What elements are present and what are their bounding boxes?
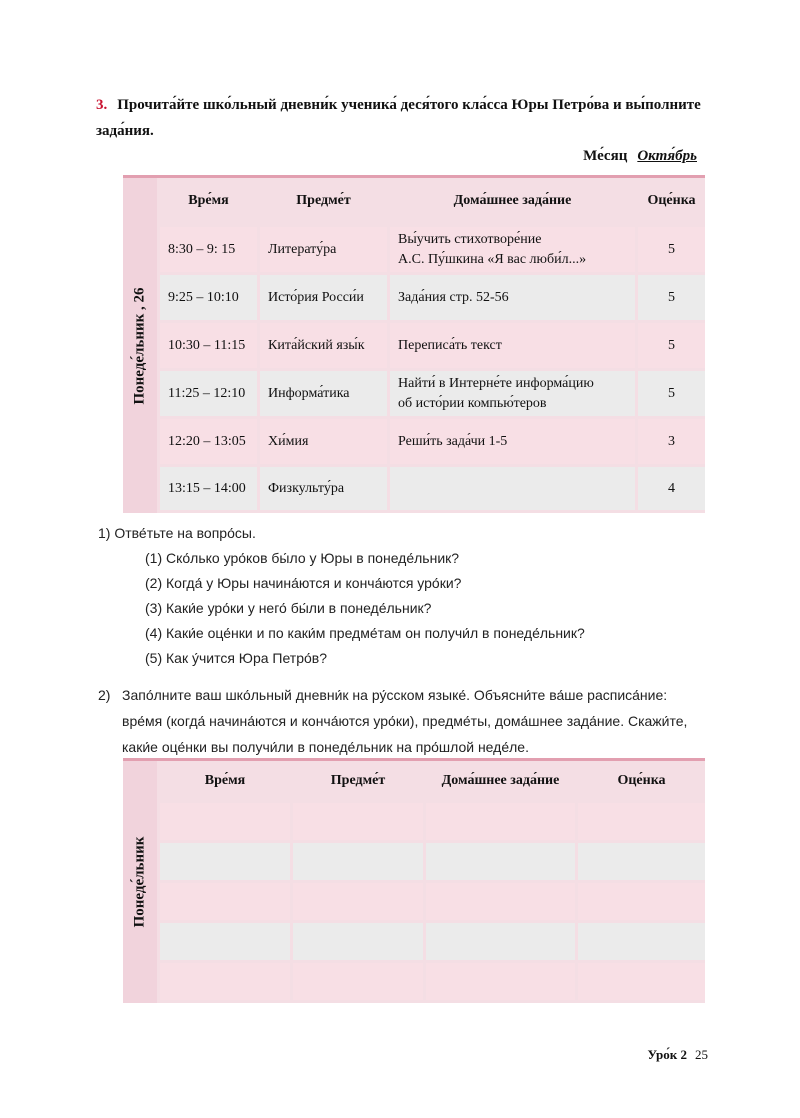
diary-table xyxy=(123,175,705,513)
blank-cell[interactable] xyxy=(578,883,705,920)
table-row-grade: 4 xyxy=(638,467,705,510)
homework-line: об исто́рии компью́теров xyxy=(398,395,547,411)
question-item: (5) Как у́чится Юра Петро́в? xyxy=(145,650,327,666)
table-row-time: 13:15 – 14:00 xyxy=(160,467,257,510)
homework-line: Вы́учить стихотворе́ние xyxy=(398,231,542,247)
blank-cell[interactable] xyxy=(578,923,705,960)
blank-cell[interactable] xyxy=(426,843,575,880)
part2-number: 2) xyxy=(98,687,111,703)
blank-cell[interactable] xyxy=(426,963,575,1000)
table-row-subject: Кита́йский язы́к xyxy=(260,323,387,368)
question-item: (2) Когда́ у Юры начина́ются и конча́ются уро́ки? xyxy=(145,575,462,591)
question-item: (3) Каки́е уро́ки у него́ бы́ли в понеде́льник? xyxy=(145,600,432,616)
header-homework: Дома́шнее зада́ние xyxy=(453,193,572,208)
homework-line: Найти́ в Интерне́те информа́цию xyxy=(398,375,594,391)
blank-day-label: Понеде́льник xyxy=(131,836,148,928)
blank-day-column xyxy=(123,761,157,1003)
blank-cell[interactable] xyxy=(160,843,290,880)
table-row-subject: Физкульту́ра xyxy=(260,467,387,510)
table-row-subject: Исто́рия Росси́и xyxy=(260,275,387,320)
question-item: (1) Ско́лько уро́ков бы́ло у Юры в понеде́льник? xyxy=(145,550,460,566)
table-row-subject: Хи́мия xyxy=(260,419,387,464)
page-number: 25 xyxy=(695,1047,708,1062)
task-number: 3. xyxy=(96,97,108,113)
table-row-grade: 5 xyxy=(638,227,705,272)
table-row-homework: Реши́ть зада́чи 1-5 xyxy=(390,419,635,464)
table-row-grade: 5 xyxy=(638,275,705,320)
blank-diary-table xyxy=(123,758,705,1003)
blank-cell[interactable] xyxy=(160,963,290,1000)
blank-cell[interactable] xyxy=(160,923,290,960)
blank-cell[interactable] xyxy=(426,803,575,840)
header-homework: Дома́шнее зада́ние xyxy=(441,773,560,788)
blank-cell[interactable] xyxy=(426,883,575,920)
table-row-grade: 5 xyxy=(638,371,705,416)
part2-text: Запо́лните ваш шко́льный дневни́к на ру́сском языке́. Объясни́те ва́ше расписа́ние: вре́мя (когда́ начина́ются и конча́ются уро́ки), предме́ты, дома́шнее зада́ние. Скажи́те, каки́е оце́нки вы получи́ли в понеде́льник на про́шлой неде́ле. xyxy=(122,687,688,755)
header-time: Вре́мя xyxy=(204,773,246,788)
table-row-subject: Информа́тика xyxy=(260,371,387,416)
blank-cell[interactable] xyxy=(293,803,423,840)
table-row-time: 8:30 – 9: 15 xyxy=(160,227,257,272)
blank-cell[interactable] xyxy=(426,923,575,960)
table-row-grade: 3 xyxy=(638,419,705,464)
table-row-time: 9:25 – 10:10 xyxy=(160,275,257,320)
table-row-grade: 5 xyxy=(638,323,705,368)
header-subject: Предме́т xyxy=(296,193,351,208)
task-text: Прочита́йте шко́льный дневни́к ученика́ деся́того кла́сса Юры Петро́ва и вы́полните зада́ния. xyxy=(96,97,701,139)
task-heading xyxy=(96,92,716,144)
month-value: Октя́брь xyxy=(637,148,697,164)
table-row-homework xyxy=(390,227,635,272)
header-grade: Оце́нка xyxy=(617,773,666,788)
header-grade: Оце́нка xyxy=(647,193,696,208)
blank-cell[interactable] xyxy=(578,963,705,1000)
table-row-homework xyxy=(390,467,635,510)
table-row-time: 10:30 – 11:15 xyxy=(160,323,257,368)
table-row-homework: Зада́ния стр. 52-56 xyxy=(390,275,635,320)
table-row-time: 12:20 – 13:05 xyxy=(160,419,257,464)
table-row-time: 11:25 – 12:10 xyxy=(160,371,257,416)
lesson-label: Уро́к 2 xyxy=(647,1047,687,1062)
header-subject: Предме́т xyxy=(330,773,386,788)
page-footer xyxy=(648,1047,708,1063)
part1-title: 1) Отве́тьте на вопро́сы. xyxy=(98,525,256,541)
blank-cell[interactable] xyxy=(578,803,705,840)
blank-cell[interactable] xyxy=(160,883,290,920)
month-label: Ме́сяц xyxy=(583,148,628,164)
blank-cell[interactable] xyxy=(293,883,423,920)
table-row-homework xyxy=(390,371,635,416)
diary-day-column xyxy=(123,178,157,513)
blank-cell[interactable] xyxy=(293,963,423,1000)
blank-cell[interactable] xyxy=(578,843,705,880)
homework-line: А.С. Пу́шкина «Я вас люби́л...» xyxy=(398,251,587,267)
month-line xyxy=(583,148,697,165)
blank-cell[interactable] xyxy=(293,923,423,960)
table-row-subject: Литерату́ра xyxy=(260,227,387,272)
table-row-homework: Переписа́ть текст xyxy=(390,323,635,368)
question-item: (4) Каки́е оце́нки и по каки́м предме́там он получи́л в понеде́льник? xyxy=(145,625,585,641)
header-time: Вре́мя xyxy=(188,193,229,208)
blank-cell[interactable] xyxy=(160,803,290,840)
diary-day-label: Понеде́льник , 26 xyxy=(131,286,148,405)
blank-cell[interactable] xyxy=(293,843,423,880)
